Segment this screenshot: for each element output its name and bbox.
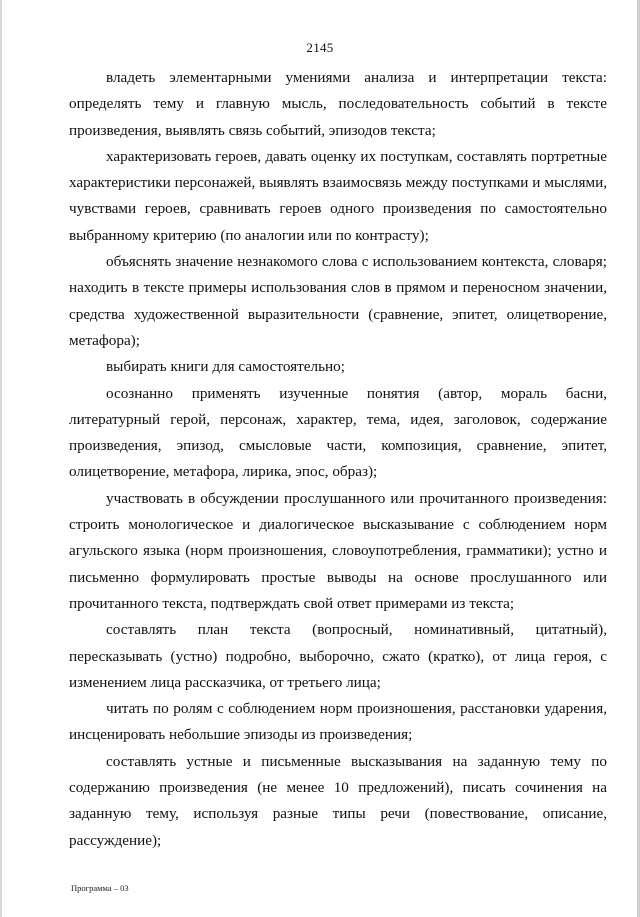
paragraph-compose: составлять устные и письменные высказывания на заданную тему по содержанию произведения (не менее 10 предложений), писать сочинения на заданную тему, используя разные типы речи (повествование, описание, рассуждение);: [69, 752, 607, 849]
footer-program-label: Программа – 03: [71, 883, 129, 893]
page-number: 2145: [306, 40, 334, 55]
paragraph-characters: характеризовать героев, давать оценку их поступкам, составлять портретные характеристики персонажей, выявлять взаимосвязь между поступками и мыслями, чувствами героев, сравнивать героев одного произведения по самостоятельно выбранному критерию (по аналогии или по контрасту);: [69, 147, 607, 244]
paragraph-vocabulary: объяснять значение незнакомого слова с использованием контекста, словаря; находить в тексте примеры использования слов в прямом и переносном значении, средства художественной выразительности (сравнение, эпитет, олицетворение, метафора);: [69, 253, 607, 349]
paragraph-analysis: владеть элементарными умениями анализа и интерпретации текста: определять тему и главную мысль, последовательность событий в тексте произведения, выявлять связь событий, эпизодов текста;: [69, 69, 607, 139]
body-text: [69, 65, 607, 854]
paragraph-plan: составлять план текста (вопросный, номинативный, цитатный), пересказывать (устно) подробно, выборочно, сжато (кратко), от лица героя, с изменением лица рассказчика, от третьего лица;: [69, 621, 607, 691]
paragraph-roles: читать по ролям с соблюдением норм произношения, расстановки ударения, инсценировать небольшие эпизоды из произведения;: [69, 700, 607, 744]
paragraph-choose-books: выбирать книги для самостоятельно;: [106, 358, 345, 376]
scan-edge-left: [0, 0, 2, 917]
paragraph-discussion: участвовать в обсуждении прослушанного или прочитанного произведения: строить монологическое и диалогическое высказывание с соблюдением норм агульского языка (норм произношения, словоупотребления, грамматики); устно и письменно формулировать простые выводы на основе прослушанного или прочитанного текста, подтверждать свой ответ примерами из текста;: [69, 489, 607, 612]
paragraph-concepts: осознанно применять изученные понятия (автор, мораль басни, литературный герой, персонаж, характер, тема, идея, заголовок, содержание произведения, эпизод, смысловые части, композиция, сравнение, эпитет, олицетворение, метафора, лирика, эпос, образ);: [69, 384, 607, 481]
